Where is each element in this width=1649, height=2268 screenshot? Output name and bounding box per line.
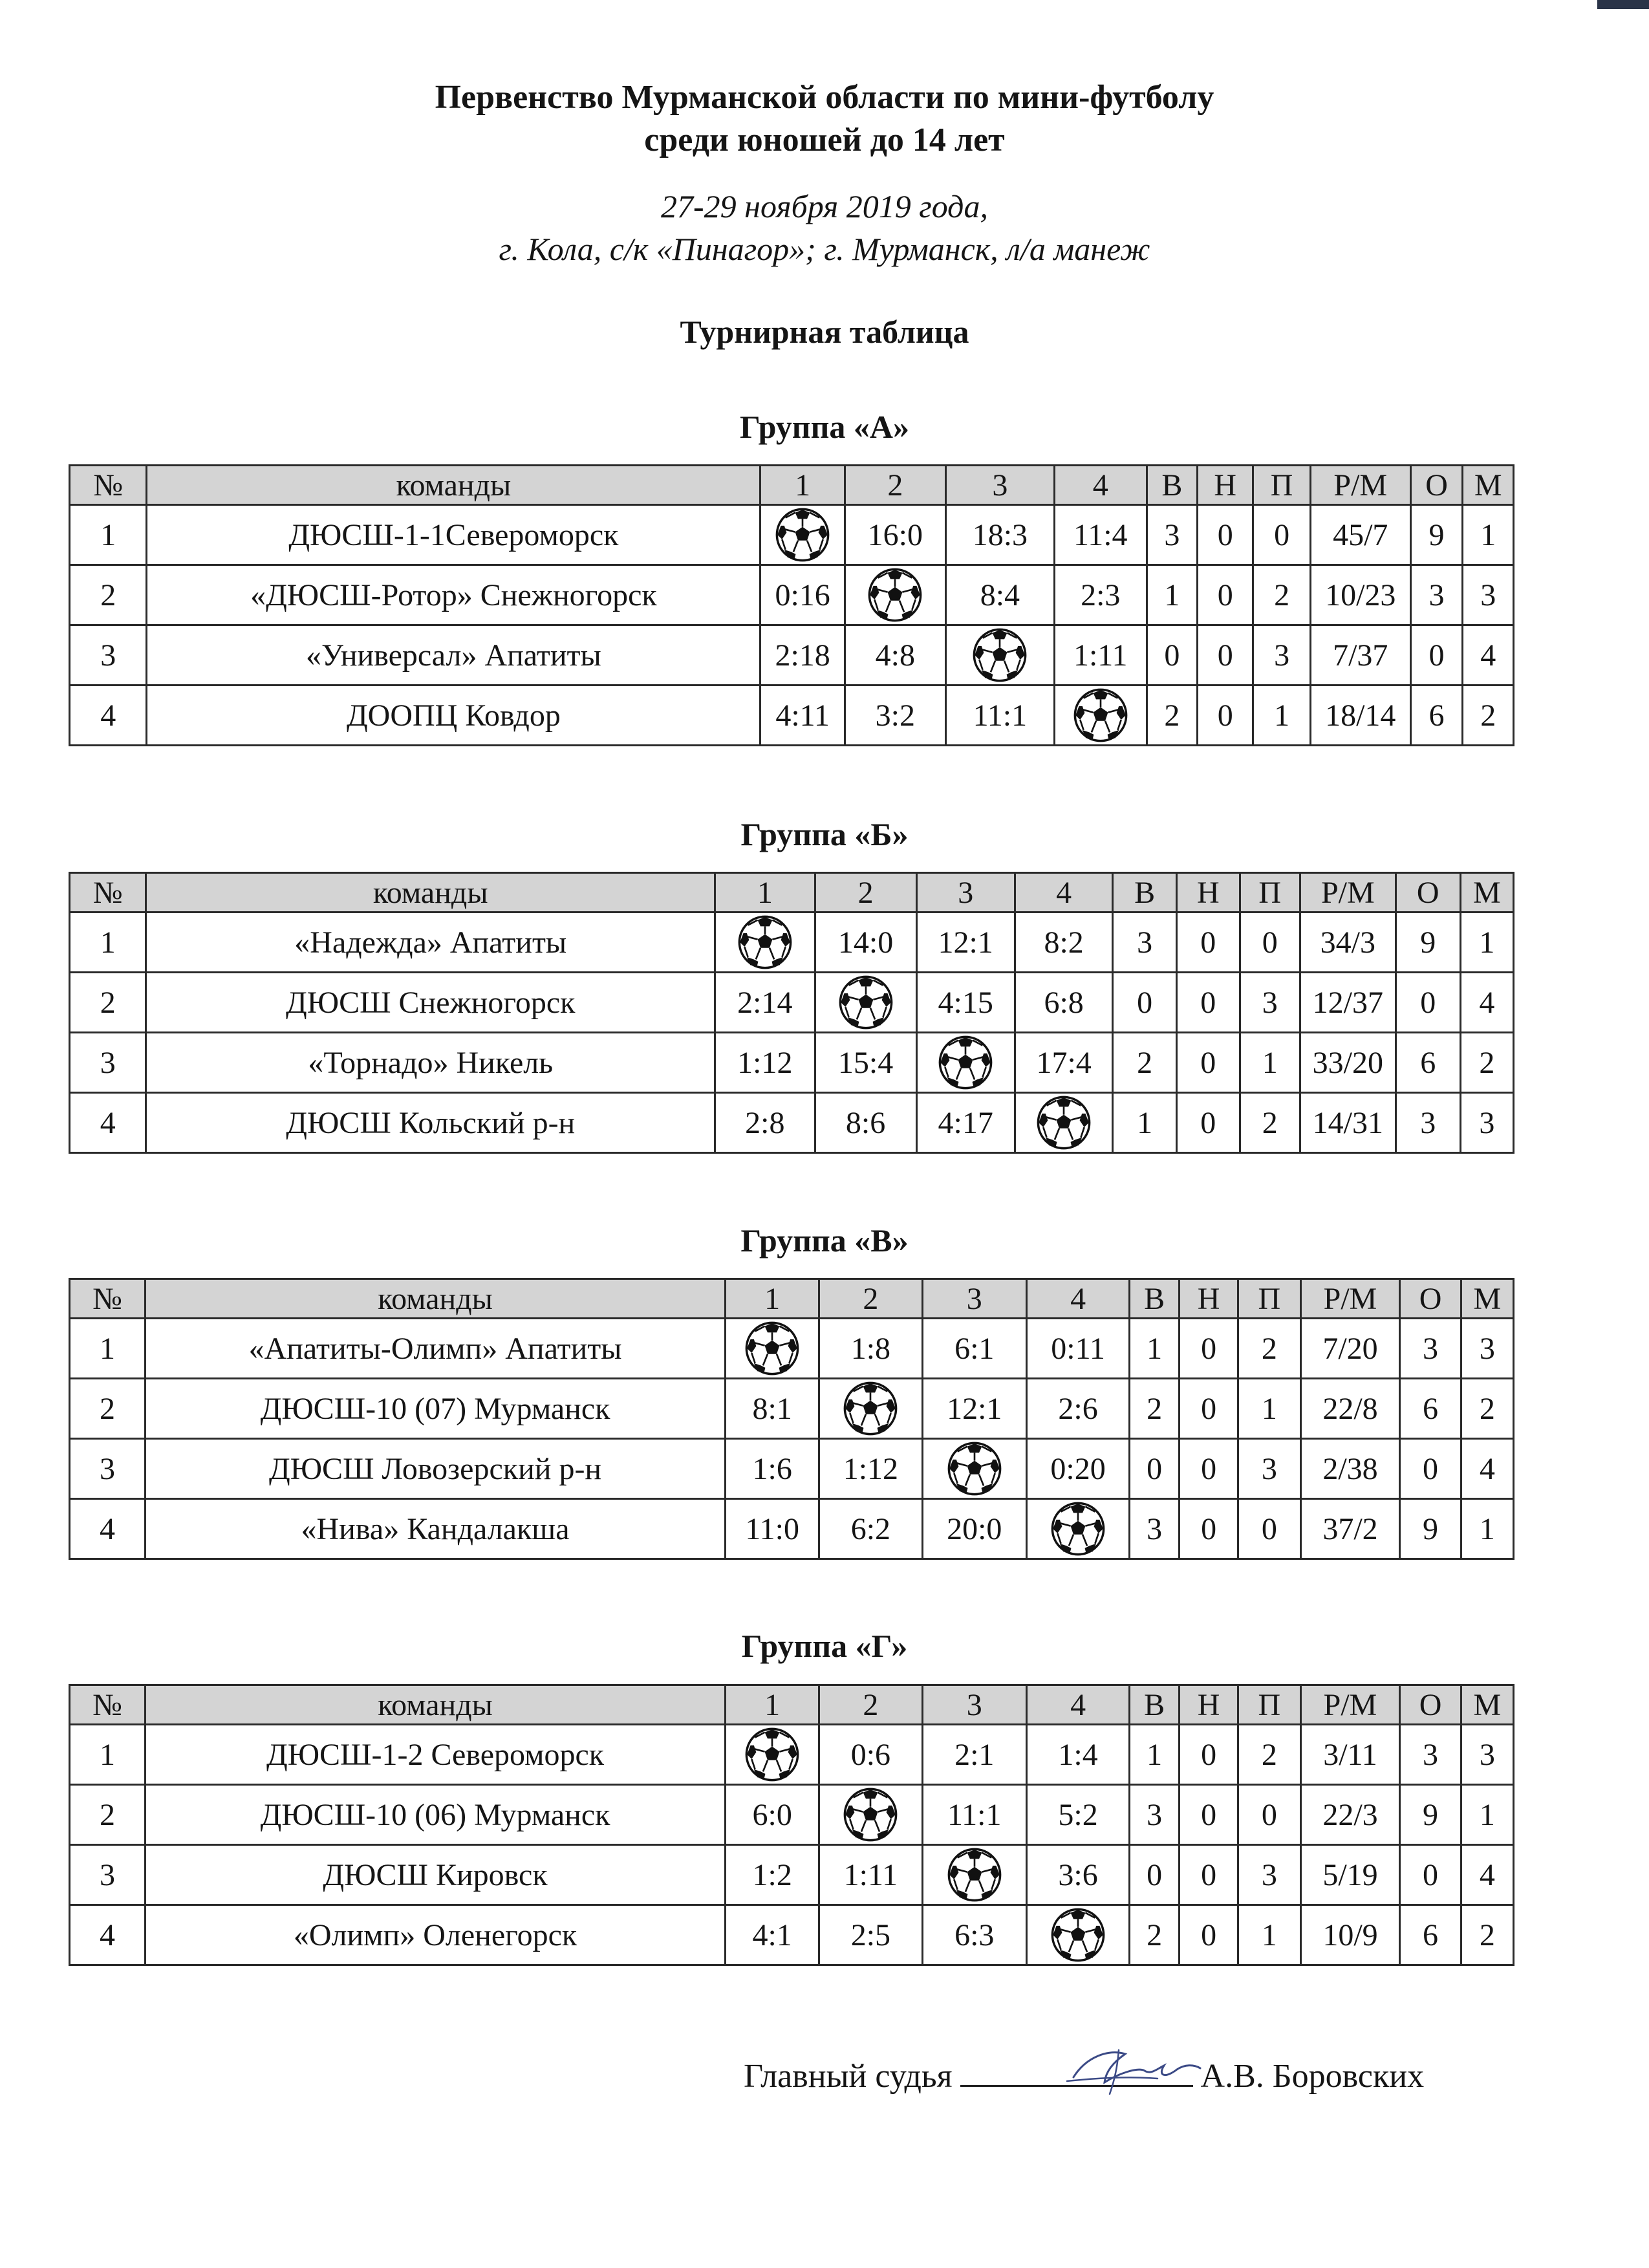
result-vs-4 — [1054, 686, 1147, 746]
col-wins: В — [1130, 1279, 1180, 1319]
soccer-ball-icon — [971, 627, 1028, 684]
col-goals: Р/М — [1300, 1279, 1400, 1319]
wins: 0 — [1130, 1439, 1180, 1499]
title-line-1: Первенство Мурманской области по мини-футболу — [435, 79, 1214, 116]
team-name: ДЮСШ Кольский р-н — [146, 1093, 715, 1153]
row-number: 3 — [70, 1439, 146, 1499]
wins: 1 — [1147, 565, 1198, 625]
table-header-row — [70, 873, 1514, 913]
losses: 1 — [1238, 1379, 1300, 1439]
wins: 2 — [1113, 1033, 1177, 1093]
soccer-ball-icon — [1072, 687, 1129, 744]
team-name: «Нива» Кандалакша — [146, 1499, 726, 1559]
col-draws: Н — [1176, 873, 1240, 913]
result-vs-3: 6:3 — [922, 1905, 1026, 1965]
wins: 3 — [1113, 913, 1177, 973]
place: 1 — [1463, 505, 1514, 565]
table-header-row — [70, 1279, 1514, 1319]
result-vs-2 — [815, 973, 916, 1033]
wins: 0 — [1113, 973, 1177, 1033]
place: 1 — [1461, 1499, 1513, 1559]
result-vs-4: 17:4 — [1015, 1033, 1112, 1093]
draws: 0 — [1180, 1785, 1238, 1845]
row-number: 4 — [70, 686, 147, 746]
losses: 3 — [1240, 973, 1300, 1033]
col-3: 3 — [945, 466, 1054, 505]
goals-for-against: 7/20 — [1300, 1319, 1400, 1379]
table-row — [70, 625, 1514, 686]
draws: 0 — [1180, 1725, 1238, 1785]
goals-for-against: 34/3 — [1300, 913, 1396, 973]
goals-for-against: 3/11 — [1300, 1725, 1400, 1785]
col-1: 1 — [760, 466, 845, 505]
points: 3 — [1400, 1319, 1461, 1379]
result-vs-4: 5:2 — [1026, 1785, 1129, 1845]
result-vs-4: 0:11 — [1026, 1319, 1129, 1379]
place: 4 — [1461, 1845, 1513, 1905]
soccer-ball-icon — [842, 1380, 899, 1437]
draws: 0 — [1198, 565, 1253, 625]
table-row — [70, 1905, 1514, 1965]
row-number: 2 — [70, 973, 146, 1033]
table-row — [70, 1379, 1514, 1439]
result-vs-4: 2:6 — [1026, 1379, 1129, 1439]
draws: 0 — [1180, 1379, 1238, 1439]
result-vs-1: 2:18 — [760, 625, 845, 686]
row-number: 1 — [70, 913, 146, 973]
row-number: 1 — [70, 505, 147, 565]
result-vs-3: 20:0 — [922, 1499, 1026, 1559]
result-vs-2: 15:4 — [815, 1033, 916, 1093]
draws: 0 — [1176, 913, 1240, 973]
referee-name: А.В. Боровских — [1200, 2058, 1425, 2095]
col-points: О — [1400, 1685, 1461, 1725]
group-title: Группа «Г» — [741, 1628, 908, 1664]
points: 3 — [1410, 565, 1463, 625]
losses: 0 — [1253, 505, 1310, 565]
table-row — [70, 1845, 1514, 1905]
group-standings-table — [69, 1278, 1514, 1560]
soccer-ball-icon — [946, 1846, 1003, 1903]
col-4: 4 — [1026, 1685, 1129, 1725]
points: 9 — [1400, 1499, 1461, 1559]
result-vs-3: 2:1 — [922, 1725, 1026, 1785]
goals-for-against: 7/37 — [1310, 625, 1410, 686]
row-number: 2 — [70, 1785, 146, 1845]
col-losses: П — [1240, 873, 1300, 913]
date-line: 27-29 ноября 2019 года, — [661, 188, 988, 224]
soccer-ball-icon — [937, 1034, 994, 1091]
row-number: 1 — [70, 1725, 146, 1785]
result-vs-1 — [726, 1319, 819, 1379]
result-vs-3: 4:17 — [916, 1093, 1015, 1153]
result-vs-1: 8:1 — [726, 1379, 819, 1439]
result-vs-2: 0:6 — [819, 1725, 922, 1785]
col-number: № — [70, 1685, 146, 1725]
place: 1 — [1460, 913, 1513, 973]
group-title: Группа «Б» — [740, 816, 909, 852]
points: 6 — [1410, 686, 1463, 746]
result-vs-2: 14:0 — [815, 913, 916, 973]
place: 2 — [1463, 686, 1514, 746]
soccer-ball-icon — [1050, 1500, 1106, 1557]
referee-signature — [1048, 2031, 1216, 2102]
place: 3 — [1461, 1319, 1513, 1379]
team-name: «Апатиты-Олимп» Апатиты — [146, 1319, 726, 1379]
team-name: ДЮСШ-1-2 Североморск — [146, 1725, 726, 1785]
col-draws: Н — [1180, 1279, 1238, 1319]
points: 0 — [1400, 1439, 1461, 1499]
document-title — [0, 76, 1649, 162]
team-name: «Надежда» Апатиты — [146, 913, 715, 973]
team-name: ДООПЦ Ковдор — [147, 686, 760, 746]
table-row — [70, 973, 1514, 1033]
losses: 2 — [1238, 1725, 1300, 1785]
draws: 0 — [1180, 1845, 1238, 1905]
row-number: 4 — [70, 1905, 146, 1965]
losses: 1 — [1240, 1033, 1300, 1093]
col-wins: В — [1130, 1685, 1180, 1725]
points: 6 — [1396, 1033, 1460, 1093]
team-name: «Олимп» Оленегорск — [146, 1905, 726, 1965]
result-vs-3: 18:3 — [945, 505, 1054, 565]
losses: 0 — [1238, 1785, 1300, 1845]
draws: 0 — [1180, 1439, 1238, 1499]
losses: 0 — [1240, 913, 1300, 973]
team-name: ДЮСШ Кировск — [146, 1845, 726, 1905]
col-2: 2 — [819, 1685, 922, 1725]
col-place: М — [1461, 1279, 1513, 1319]
result-vs-4 — [1026, 1499, 1129, 1559]
result-vs-4: 1:4 — [1026, 1725, 1129, 1785]
col-teams: команды — [146, 1685, 726, 1725]
soccer-ball-icon — [842, 1786, 899, 1843]
result-vs-2: 8:6 — [815, 1093, 916, 1153]
draws: 0 — [1180, 1905, 1238, 1965]
col-number: № — [70, 466, 147, 505]
points: 0 — [1396, 973, 1460, 1033]
team-name: ДЮСШ Ловозерский р-н — [146, 1439, 726, 1499]
col-number: № — [70, 1279, 146, 1319]
result-vs-3: 11:1 — [945, 686, 1054, 746]
goals-for-against: 14/31 — [1300, 1093, 1396, 1153]
team-name: «Торнадо» Никель — [146, 1033, 715, 1093]
goals-for-against: 37/2 — [1300, 1499, 1400, 1559]
venue-line: г. Кола, с/к «Пинагор»; г. Мурманск, л/а манеж — [499, 231, 1150, 267]
goals-for-against: 5/19 — [1300, 1845, 1400, 1905]
soccer-ball-icon — [946, 1440, 1003, 1497]
losses: 2 — [1238, 1319, 1300, 1379]
col-place: М — [1463, 466, 1514, 505]
losses: 1 — [1238, 1905, 1300, 1965]
losses: 2 — [1240, 1093, 1300, 1153]
losses: 2 — [1253, 565, 1310, 625]
col-3: 3 — [916, 873, 1015, 913]
losses: 3 — [1238, 1439, 1300, 1499]
result-vs-1: 1:6 — [726, 1439, 819, 1499]
place: 3 — [1460, 1093, 1513, 1153]
place: 3 — [1461, 1725, 1513, 1785]
place: 2 — [1461, 1905, 1513, 1965]
place: 4 — [1463, 625, 1514, 686]
table-row — [70, 1319, 1514, 1379]
losses: 3 — [1253, 625, 1310, 686]
goals-for-against: 33/20 — [1300, 1033, 1396, 1093]
result-vs-2: 16:0 — [845, 505, 945, 565]
points: 6 — [1400, 1905, 1461, 1965]
goals-for-against: 10/9 — [1300, 1905, 1400, 1965]
soccer-ball-icon — [737, 914, 793, 971]
row-number: 1 — [70, 1319, 146, 1379]
col-wins: В — [1113, 873, 1177, 913]
soccer-ball-icon — [837, 974, 894, 1031]
result-vs-1: 2:14 — [715, 973, 815, 1033]
result-vs-1: 2:8 — [715, 1093, 815, 1153]
losses: 1 — [1253, 686, 1310, 746]
goals-for-against: 12/37 — [1300, 973, 1396, 1033]
goals-for-against: 18/14 — [1310, 686, 1410, 746]
result-vs-2 — [845, 565, 945, 625]
col-points: О — [1400, 1279, 1461, 1319]
row-number: 2 — [70, 1379, 146, 1439]
draws: 0 — [1198, 505, 1253, 565]
table-row — [70, 913, 1514, 973]
row-number: 3 — [70, 625, 147, 686]
result-vs-1 — [715, 913, 815, 973]
wins: 2 — [1130, 1905, 1180, 1965]
row-number: 3 — [70, 1845, 146, 1905]
table-row — [70, 505, 1514, 565]
col-teams: команды — [146, 1279, 726, 1319]
points: 6 — [1400, 1379, 1461, 1439]
col-teams: команды — [146, 873, 715, 913]
col-1: 1 — [726, 1685, 819, 1725]
col-3: 3 — [922, 1279, 1026, 1319]
result-vs-2: 1:8 — [819, 1319, 922, 1379]
goals-for-against: 10/23 — [1310, 565, 1410, 625]
wins: 1 — [1130, 1319, 1180, 1379]
col-1: 1 — [726, 1279, 819, 1319]
goals-for-against: 2/38 — [1300, 1439, 1400, 1499]
points: 9 — [1410, 505, 1463, 565]
result-vs-3 — [945, 625, 1054, 686]
result-vs-1 — [726, 1725, 819, 1785]
goals-for-against: 22/8 — [1300, 1379, 1400, 1439]
place: 4 — [1461, 1439, 1513, 1499]
draws: 0 — [1198, 625, 1253, 686]
wins: 0 — [1130, 1845, 1180, 1905]
result-vs-4: 11:4 — [1054, 505, 1147, 565]
result-vs-4: 0:20 — [1026, 1439, 1129, 1499]
result-vs-2: 1:12 — [819, 1439, 922, 1499]
result-vs-1: 4:11 — [760, 686, 845, 746]
col-losses: П — [1253, 466, 1310, 505]
points: 3 — [1400, 1725, 1461, 1785]
goals-for-against: 22/3 — [1300, 1785, 1400, 1845]
col-1: 1 — [715, 873, 815, 913]
result-vs-3 — [922, 1439, 1026, 1499]
result-vs-2: 4:8 — [845, 625, 945, 686]
result-vs-3 — [922, 1845, 1026, 1905]
col-2: 2 — [819, 1279, 922, 1319]
result-vs-4 — [1026, 1905, 1129, 1965]
points: 9 — [1400, 1785, 1461, 1845]
soccer-ball-icon — [1050, 1906, 1106, 1963]
result-vs-1: 6:0 — [726, 1785, 819, 1845]
points: 3 — [1396, 1093, 1460, 1153]
result-vs-2 — [819, 1379, 922, 1439]
result-vs-1: 4:1 — [726, 1905, 819, 1965]
table-row — [70, 1093, 1514, 1153]
result-vs-3: 12:1 — [922, 1379, 1026, 1439]
soccer-ball-icon — [774, 506, 831, 563]
table-row — [70, 1499, 1514, 1559]
draws: 0 — [1176, 973, 1240, 1033]
col-goals: Р/М — [1310, 466, 1410, 505]
team-name: ДЮСШ-10 (07) Мурманск — [146, 1379, 726, 1439]
soccer-ball-icon — [1035, 1094, 1092, 1151]
draws: 0 — [1176, 1093, 1240, 1153]
wins: 2 — [1147, 686, 1198, 746]
row-number: 3 — [70, 1033, 146, 1093]
col-points: О — [1410, 466, 1463, 505]
table-row — [70, 1725, 1514, 1785]
group-standings-table — [69, 872, 1514, 1154]
group-title: Группа «А» — [739, 409, 910, 445]
wins: 3 — [1130, 1499, 1180, 1559]
col-2: 2 — [845, 466, 945, 505]
result-vs-4: 2:3 — [1054, 565, 1147, 625]
place: 3 — [1463, 565, 1514, 625]
goals-for-against: 45/7 — [1310, 505, 1410, 565]
col-4: 4 — [1054, 466, 1147, 505]
result-vs-4: 8:2 — [1015, 913, 1112, 973]
points: 0 — [1400, 1845, 1461, 1905]
place: 2 — [1461, 1379, 1513, 1439]
col-4: 4 — [1026, 1279, 1129, 1319]
row-number: 4 — [70, 1499, 146, 1559]
wins: 2 — [1130, 1379, 1180, 1439]
group-standings-table — [69, 1684, 1514, 1966]
col-teams: команды — [147, 466, 760, 505]
draws: 0 — [1180, 1319, 1238, 1379]
result-vs-1: 1:2 — [726, 1845, 819, 1905]
soccer-ball-icon — [867, 567, 923, 623]
wins: 0 — [1147, 625, 1198, 686]
col-wins: В — [1147, 466, 1198, 505]
table-header-row — [70, 1685, 1514, 1725]
soccer-ball-icon — [744, 1726, 801, 1783]
place: 2 — [1460, 1033, 1513, 1093]
result-vs-2 — [819, 1785, 922, 1845]
wins: 1 — [1113, 1093, 1177, 1153]
points: 9 — [1396, 913, 1460, 973]
col-number: № — [70, 873, 146, 913]
result-vs-2: 6:2 — [819, 1499, 922, 1559]
col-4: 4 — [1015, 873, 1112, 913]
col-draws: Н — [1198, 466, 1253, 505]
result-vs-4: 1:11 — [1054, 625, 1147, 686]
table-row — [70, 1785, 1514, 1845]
place: 1 — [1461, 1785, 1513, 1845]
result-vs-4: 6:8 — [1015, 973, 1112, 1033]
losses: 3 — [1238, 1845, 1300, 1905]
col-3: 3 — [922, 1685, 1026, 1725]
scan-corner-mark — [1597, 0, 1649, 9]
col-place: М — [1460, 873, 1513, 913]
result-vs-3: 11:1 — [922, 1785, 1026, 1845]
team-name: ДЮСШ-10 (06) Мурманск — [146, 1785, 726, 1845]
team-name: «ДЮСШ-Ротор» Снежногорск — [147, 565, 760, 625]
team-name: «Универсал» Апатиты — [147, 625, 760, 686]
result-vs-2: 3:2 — [845, 686, 945, 746]
col-points: О — [1396, 873, 1460, 913]
result-vs-3 — [916, 1033, 1015, 1093]
soccer-ball-icon — [744, 1320, 801, 1377]
draws: 0 — [1176, 1033, 1240, 1093]
place: 4 — [1460, 973, 1513, 1033]
wins: 3 — [1130, 1785, 1180, 1845]
result-vs-3: 12:1 — [916, 913, 1015, 973]
event-details — [0, 185, 1649, 270]
col-draws: Н — [1180, 1685, 1238, 1725]
result-vs-2: 2:5 — [819, 1905, 922, 1965]
team-name: ДЮСШ-1-1Североморск — [147, 505, 760, 565]
row-number: 2 — [70, 565, 147, 625]
result-vs-3: 4:15 — [916, 973, 1015, 1033]
result-vs-4 — [1015, 1093, 1112, 1153]
table-row — [70, 1033, 1514, 1093]
table-row — [70, 565, 1514, 625]
result-vs-1: 0:16 — [760, 565, 845, 625]
result-vs-3: 6:1 — [922, 1319, 1026, 1379]
table-header-row — [70, 466, 1514, 505]
group-title: Группа «В» — [740, 1222, 909, 1258]
col-2: 2 — [815, 873, 916, 913]
col-goals: Р/М — [1300, 1685, 1400, 1725]
team-name: ДЮСШ Снежногорск — [146, 973, 715, 1033]
points: 0 — [1410, 625, 1463, 686]
table-row — [70, 686, 1514, 746]
result-vs-1: 11:0 — [726, 1499, 819, 1559]
result-vs-3: 8:4 — [945, 565, 1054, 625]
result-vs-2: 1:11 — [819, 1845, 922, 1905]
standings-title: Турнирная таблица — [680, 314, 969, 350]
col-place: М — [1461, 1685, 1513, 1725]
col-losses: П — [1238, 1685, 1300, 1725]
result-vs-1: 1:12 — [715, 1033, 815, 1093]
draws: 0 — [1198, 686, 1253, 746]
title-line-2: среди юношей до 14 лет — [644, 122, 1005, 158]
table-row — [70, 1439, 1514, 1499]
losses: 0 — [1238, 1499, 1300, 1559]
referee-label: Главный судья — [744, 2058, 953, 2095]
result-vs-4: 3:6 — [1026, 1845, 1129, 1905]
wins: 1 — [1130, 1725, 1180, 1785]
col-losses: П — [1238, 1279, 1300, 1319]
result-vs-1 — [760, 505, 845, 565]
group-standings-table — [69, 464, 1514, 746]
row-number: 4 — [70, 1093, 146, 1153]
col-goals: Р/М — [1300, 873, 1396, 913]
wins: 3 — [1147, 505, 1198, 565]
draws: 0 — [1180, 1499, 1238, 1559]
